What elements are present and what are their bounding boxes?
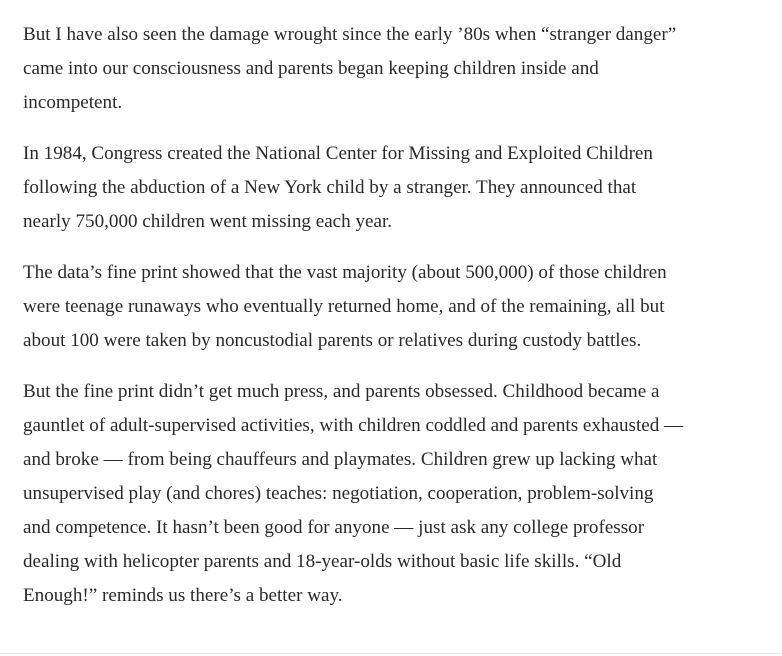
paragraph-line: following the abduction of a New York child by a stranger. They announced that <box>23 177 637 198</box>
paragraph-line: dealing with helicopter parents and 18-year-olds without basic life skills. “Old <box>23 551 622 572</box>
paragraph-line: were teenage runaways who eventually returned home, and of the remaining, all but <box>23 296 665 317</box>
paragraph-line: But the fine print didn’t get much press, and parents obsessed. Childhood became a <box>23 381 660 402</box>
paragraph-line: unsupervised play (and chores) teaches: negotiation, cooperation, problem-solving <box>23 483 654 504</box>
paragraph-line: But I have also seen the damage wrought since the early ’80s when “stranger danger” <box>23 24 677 45</box>
paragraph-line: Enough!” reminds us there’s a better way. <box>23 585 343 606</box>
paragraph-line: and broke — from being chauffeurs and playmates. Children grew up lacking what <box>23 449 658 470</box>
divider <box>0 653 782 654</box>
paragraph-line: incompetent. <box>23 92 123 113</box>
paragraph <box>23 137 782 239</box>
paragraph-line: and competence. It hasn’t been good for anyone — just ask any college professor <box>23 517 645 538</box>
paragraph-line: nearly 750,000 children went missing each year. <box>23 211 393 232</box>
paragraph <box>23 18 782 120</box>
paragraph-line: gauntlet of adult-supervised activities, with children coddled and parents exhausted — <box>23 415 684 436</box>
paragraph-line: about 100 were taken by noncustodial parents or relatives during custody battles. <box>23 330 642 351</box>
paragraph-line: The data’s fine print showed that the vast majority (about 500,000) of those children <box>23 262 667 283</box>
article-body <box>23 18 782 630</box>
paragraph-line: In 1984, Congress created the National Center for Missing and Exploited Children <box>23 143 653 164</box>
paragraph <box>23 256 782 358</box>
paragraph-line: came into our consciousness and parents began keeping children inside and <box>23 58 599 79</box>
paragraph <box>23 375 782 613</box>
